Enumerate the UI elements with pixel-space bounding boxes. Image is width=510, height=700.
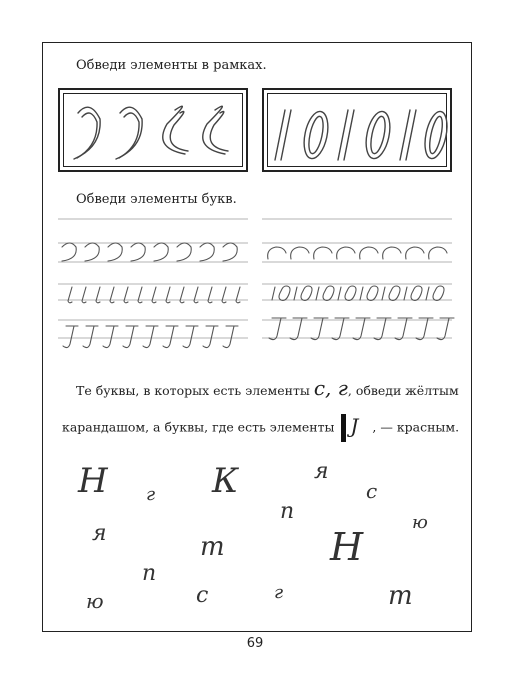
trace-stick [96, 287, 100, 303]
trace-j-shape [223, 326, 238, 348]
trace-j-shape [203, 326, 218, 348]
trace-g-shape [337, 247, 355, 259]
trace-stick [360, 287, 363, 300]
trace-stick [124, 287, 128, 303]
trace-j-shape [374, 318, 391, 340]
trace-oval [279, 286, 290, 300]
task3-letter: ю [412, 512, 428, 533]
trace-stick [222, 287, 226, 303]
trace-stick [208, 287, 212, 303]
task3-elements: с, г [313, 376, 348, 400]
trace-stick [272, 287, 275, 300]
page-number: 69 [246, 636, 264, 651]
trace-stick [236, 287, 240, 303]
trace-g-shape [406, 247, 424, 259]
task3-letter: п [280, 499, 295, 524]
trace-j-shape [311, 318, 328, 340]
task3-letter: п [142, 561, 157, 586]
red-element-sample: J [338, 416, 368, 440]
trace-stick [138, 287, 142, 303]
trace-stick [338, 287, 341, 300]
trace-stick [426, 287, 429, 300]
trace-j-shape [143, 326, 158, 348]
task3-letter: с [366, 479, 378, 503]
trace-oval [367, 286, 378, 300]
trace-j-shape [290, 318, 307, 340]
trace-stick [294, 287, 297, 300]
trace-j-shape [103, 326, 118, 348]
task3-letter: Н [78, 461, 108, 501]
task2-instruction: Обведи элементы букв. [76, 192, 237, 207]
task3-line1-before: Те буквы, в которых есть элементы [76, 383, 310, 398]
task3-letter: с [196, 583, 209, 608]
trace-e-shape [85, 243, 99, 261]
trace-j-shape [63, 326, 78, 348]
trace-stick [180, 287, 184, 303]
trace-e-shape [223, 243, 237, 261]
trace-j-shape [437, 318, 454, 340]
task3-letter: т [200, 532, 225, 562]
task3-letter: г [146, 484, 156, 505]
trace-j-shape [123, 326, 138, 348]
trace-box1-elements [74, 106, 228, 159]
trace-stick [152, 287, 156, 303]
trace-e-shape [62, 243, 76, 261]
trace-stick [404, 287, 407, 300]
trace-j-shape [269, 318, 286, 340]
trace-oval [301, 286, 312, 300]
trace-oval [345, 286, 356, 300]
trace-e-shape [177, 243, 191, 261]
trace-stick [194, 287, 198, 303]
trace-oval [411, 286, 422, 300]
trace-j-shape [395, 318, 412, 340]
task3-letter: я [314, 459, 329, 484]
task3-letter: К [212, 461, 239, 501]
trace-j-shape [163, 326, 178, 348]
trace-g-shape [383, 247, 401, 259]
trace-j-shape [353, 318, 370, 340]
trace-g-shape [429, 247, 447, 259]
task3-line2-after: , — красным. [372, 419, 460, 435]
trace-stick [166, 287, 170, 303]
trace-e-shape [154, 243, 168, 261]
trace-j-shape [183, 326, 198, 348]
task3-letter: г [274, 582, 284, 603]
task3-letter: Н [330, 525, 364, 569]
trace-j-shape [83, 326, 98, 348]
trace-j-shape [416, 318, 433, 340]
trace-stick [68, 287, 72, 303]
trace-oval [433, 286, 444, 300]
trace-g-shape [360, 247, 378, 259]
trace-e-shape [108, 243, 122, 261]
trace-e-shape [200, 243, 214, 261]
task3-letter: т [388, 581, 413, 611]
task3-line2-before: карандашом, а буквы, где есть элементы [62, 419, 335, 435]
trace-stick [110, 287, 114, 303]
trace-oval [323, 286, 334, 300]
trace-g-shape [314, 247, 332, 259]
trace-g-shape [291, 247, 309, 259]
trace-stick [382, 287, 385, 300]
trace-j-shape [332, 318, 349, 340]
task1-instruction: Обведи элементы в рамках. [76, 58, 267, 73]
task3-line1-after: , обведи жёлтым [347, 383, 459, 398]
trace-box2-elements [275, 109, 451, 161]
task3-letter: я [92, 521, 107, 546]
task3-letter: ю [86, 589, 104, 613]
trace-stick [82, 287, 86, 303]
trace-oval [389, 286, 400, 300]
trace-g-shape [268, 247, 286, 259]
trace-stick [316, 287, 319, 300]
trace-e-shape [131, 243, 145, 261]
